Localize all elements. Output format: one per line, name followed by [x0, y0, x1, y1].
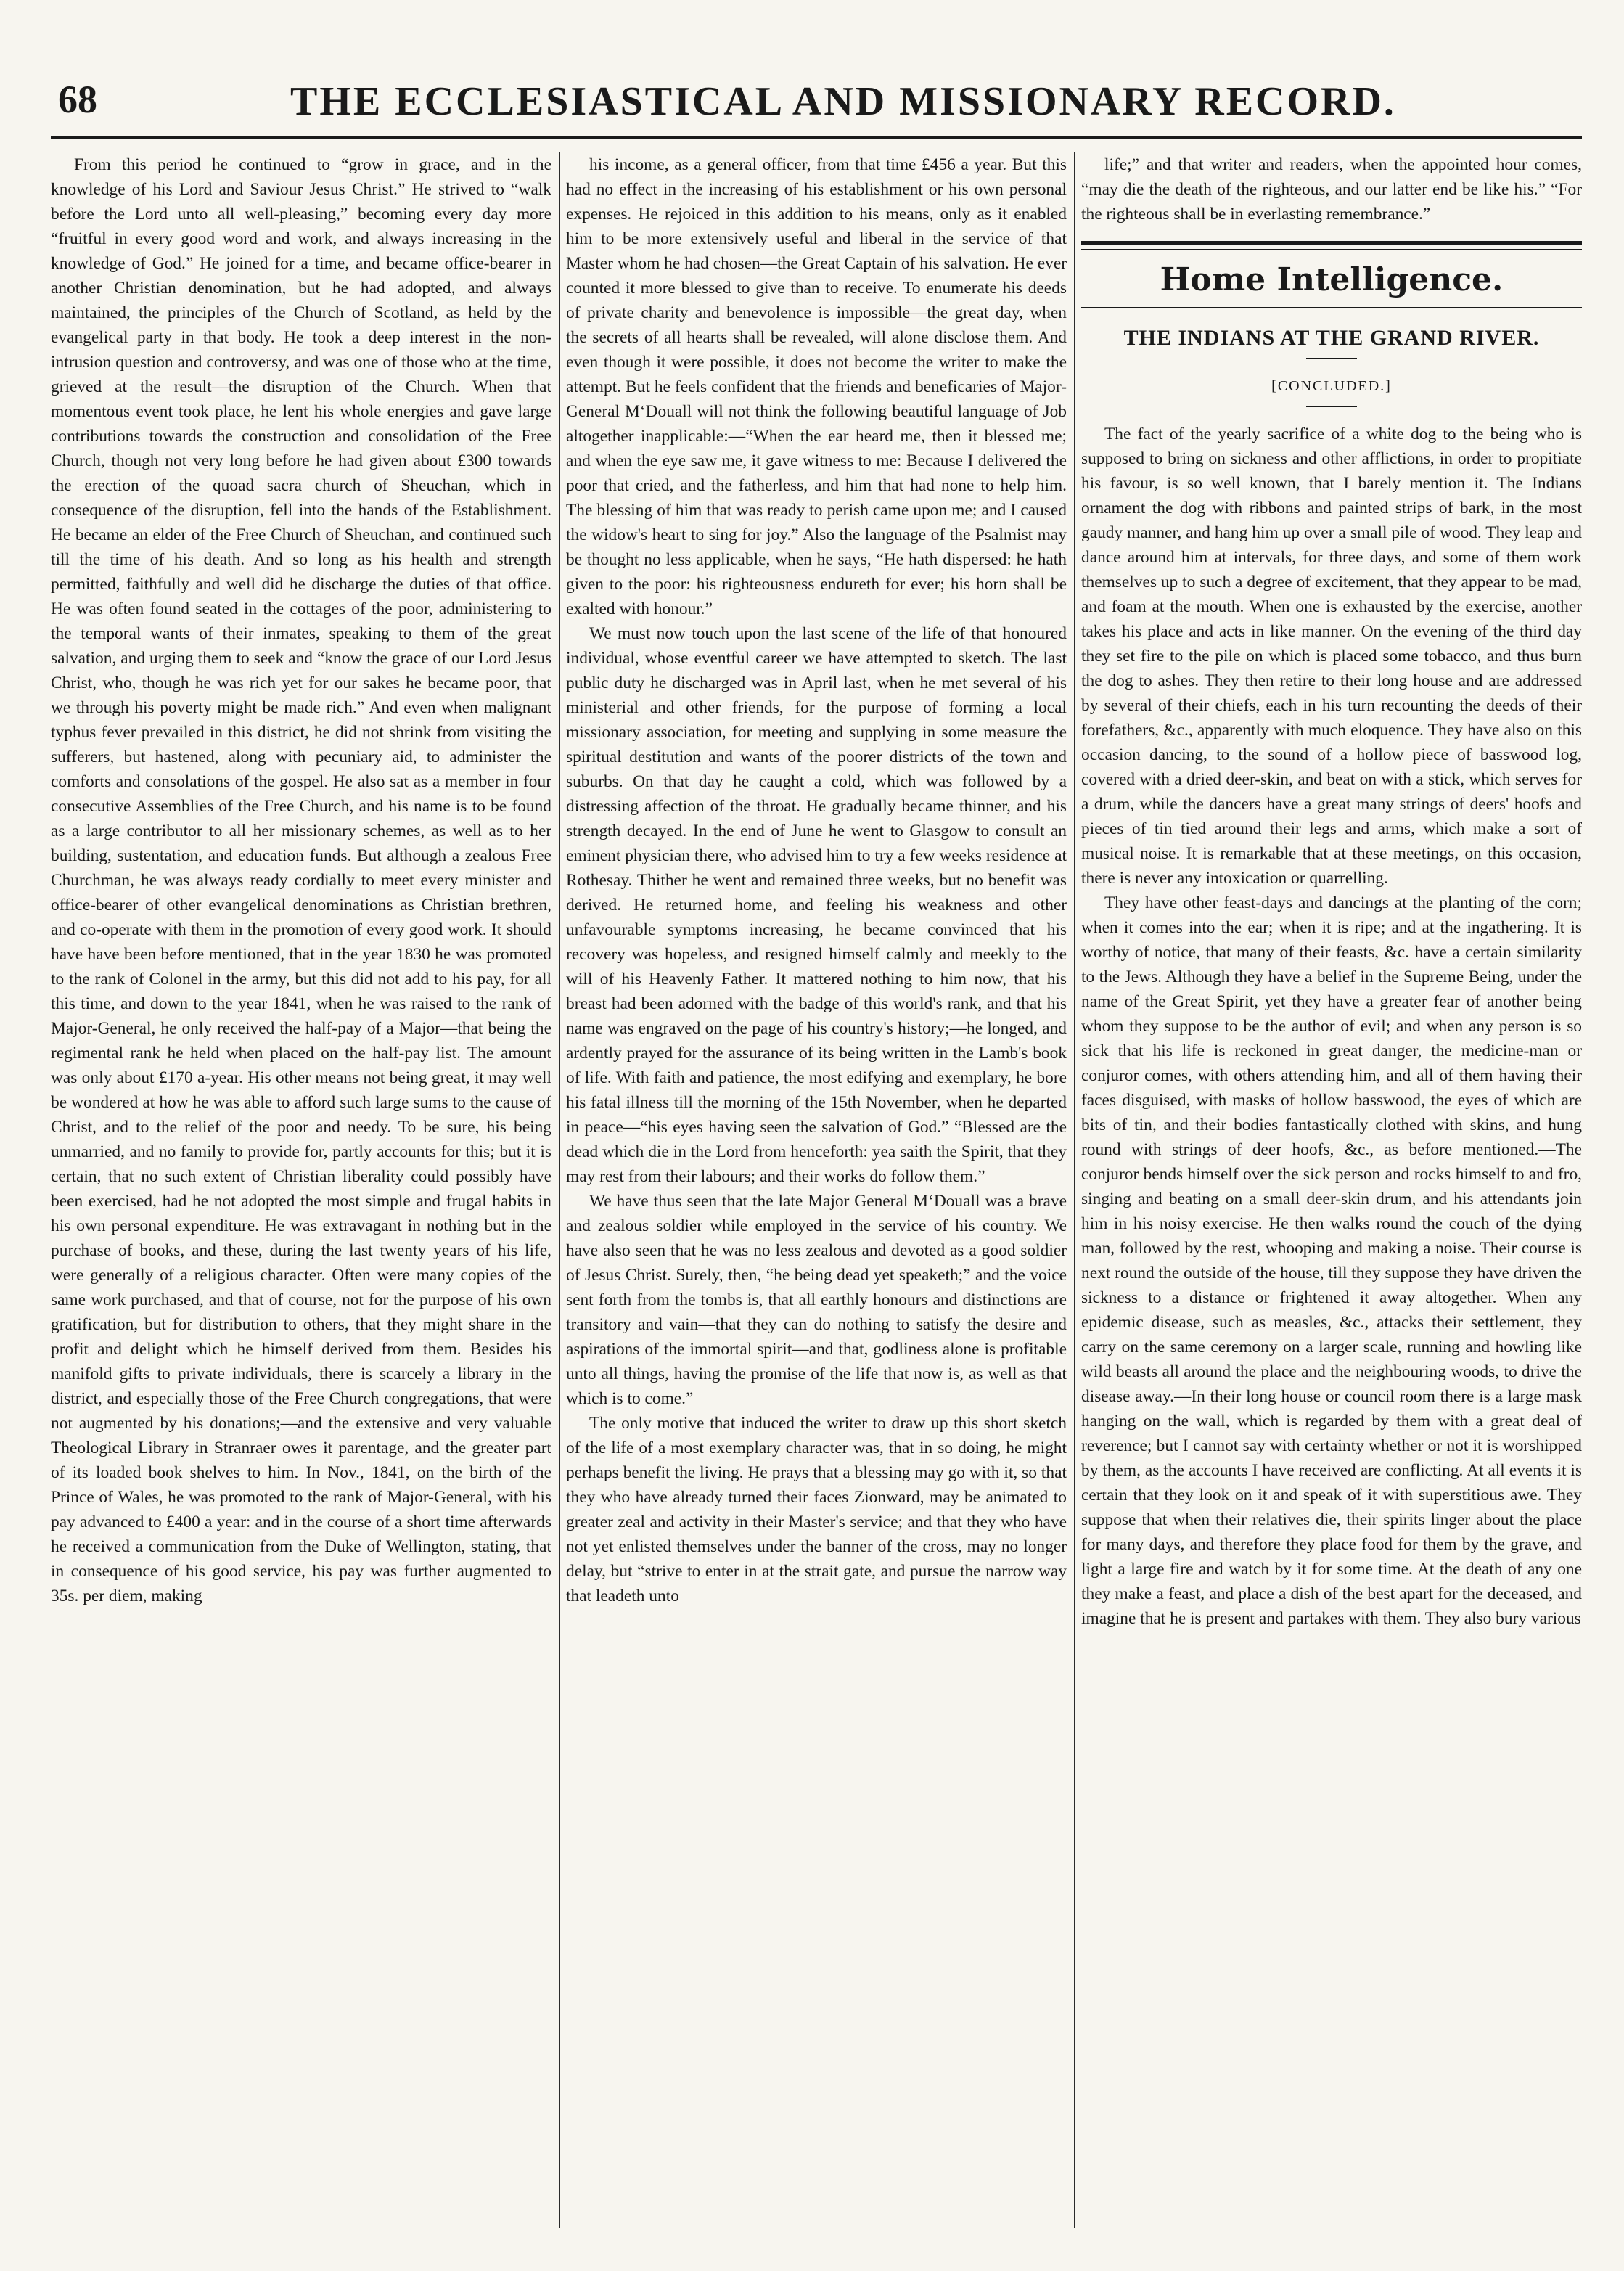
- paragraph: The only motive that induced the writer to draw up this short sketch of the life of a most exemplary character was, that in so doing, he might perhaps benefit the living. He prays that a blessing may go with it, so that they who have already turned their faces Zionward, may be animated to greater zeal and activity in their Master's service; and that they who have not yet enlisted themselves under the banner of the cross, may no longer delay, but “strive to enter in at the strait gate, and pursue the narrow way that leadeth unto: [566, 1414, 1067, 1605]
- column-divider: [1074, 152, 1075, 2228]
- paragraph: From this period he continued to “grow in grace, and in the knowledge of his Lord and Saviour Jesus Christ.” He strived to “walk before the Lord unto all well-pleasing,” becoming every day more “fruitful in every good word and work, and always increasing in the knowledge of God.” He joined for a time, and became office-bearer in another Christian denomination, but he had adopted, and always maintained, the principles of the Church of Scotland, as held by the evangelical party in that body. He took a deep interest in the non-intrusion question and controversy, and was one of those who at the time, grieved at the result—the disruption of the Church. When that momentous event took place, he lent his whole energies and gave large contributions towards the construction and consolidation of the Free Church, though not very long before he had given about £300 towards the erection of the quoad sacra church of Sheuchan, which in consequence of the disruption, fell into the hands of the Establishment. He became an elder of the Free Church of Sheuchan, and continued such till the time of his death. And so long as his health and strength permitted, faithfully and well did he discharge the duties of that office. He was often found seated in the cottages of the poor, administering to the temporal wants of their inmates, speaking to them of the great salvation, and urging them to seek and “know the grace of our Lord Jesus Christ, who, though he was rich yet for our sakes he became poor, that we through his poverty might be made rich.” And even when malignant typhus fever prevailed in this district, he did not shrink from visiting the sufferers, but hastened, along with pecuniary aid, to administer the comforts and consolations of the gospel. He also sat as a member in four consecutive Assemblies of the Free Church, and his name is to be found as a large contributor to all her missionary schemes, as well as to her building, sustentation, and education funds. But although a zealous Free Churchman, he was always ready cordially to meet every minister and office-bearer of other evangelical denominations as Christian brethren, and co-operate with them in the promotion of every good work. It should have have been before mentioned, that in the year 1830 he was promoted to the rank of Colonel in the army, but this did not add to his pay, for all this time, and down to the year 1841, when he was raised to the rank of Major-General, he only received the half-pay of a Major—that being the regimental rank he held when placed on the half-pay list. The amount was only about £170 a-year. His other means not being great, it may well be wondered at how he was able to afford such large sums to the cause of Christ, and to the relief of the poor and needy. To be sure, his being unmarried, and no family to provide for, partly accounts for this; but it is certain, that no such extent of Christian liberality could possibly have been exercised, had he not adopted the most simple and frugal habits in his own personal expenditure. He was extravagant in nothing but in the purchase of books, and these, during the last twenty years of his life, were generally of a religious character. Often were many copies of the same work purchased, and that of course, not for the purpose of his own gratification, but for distribution to others, that they might share in the profit and delight which he himself derived from them. Besides his manifold gifts to private individuals, there is scarcely a library in the district, and especially those of the Free Church congregations, that were not augmented by his donations;—and the extensive and very valuable Theological Library in Stranraer owes it parentage, and the greater part of its loaded book shelves to him. In Nov., 1841, on the birth of the Prince of Wales, he was promoted to the rank of Major-General, with his pay advanced to £400 a year: and in the course of a short time afterwards he received a communication from the Duke of Wellington, stating, that in consequence of his good service, his pay was further augmented to 35s. per diem, making: [51, 155, 551, 1605]
- paragraph: We have thus seen that the late Major General M‘Douall was a brave and zealous soldier while employed in the service of his country. We have also seen that he was no less zealous and devoted as a good soldier of Jesus Christ. Surely, then, “he being dead yet speaketh;” and the voice sent forth from the tombs is, that all earthly honours and distinctions are transitory and vain—that they can do nothing to satisfy the desire and aspirations of the immortal spirit—and that, godliness alone is profitable unto all things, having the promise of the life that now is, as well as that which is to come.”: [566, 1192, 1067, 1408]
- column-2: [566, 152, 1067, 2228]
- section-heading: Home Intelligence.: [1160, 261, 1504, 298]
- paragraph: life;” and that writer and readers, when the appointed hour comes, “may die the death of the righteous, and our latter end be like his.” “For the righteous shall be in everlasting remembrance.”: [1081, 155, 1582, 224]
- masthead: [51, 73, 1582, 131]
- paragraph: They have other feast-days and dancings at the planting of the corn; when it comes into the ear; when it is ripe; and at the ingathering. It is worthy of notice, that many of their feasts, &c. have a certain similarity to the Jews. Although they have a belief in the Supreme Being, under the name of the Great Spirit, yet they have a greater fear of another being whom they suppose to be the author of evil; and when any person is so sick that his life is reckoned in great danger, the medicine-man or conjuror comes, with others attending him, and all of them having their faces disguised, with masks of hollow basswood, the eyes of which are bits of tin, and their bodies fantastically clothed with skins, and hung round with strings of deer hoofs, &c., as before mentioned.—The conjuror bends himself over the sick person and rocks himself to and fro, singing and beating on a small deer-skin drum, and his attendants join him in his noisy exercise. He then walks round the couch of the dying man, followed by the rest, whooping and making a noise. Their course is next round the outside of the house, till they suppose they have driven the sickness to a distance or frightened it away altogether. When any epidemic disease, such as measles, &c., attacks their settlement, they carry on the same ceremony on a larger scale, running and howling like wild beasts all around the place and the neighbouring woods, to drive the disease away.—In their long house or council room there is a large mask hanging on the wall, which is regarded by them with a great deal of reverence; but I cannot say with certainty whether or not it is worshipped by them, as the accounts I have received are conflicting. At all events it is certain that they look on it and speak of it with superstitious awe. They suppose that when their relatives die, their spirits linger about the place for many days, and therefore they place food for them by the grave, and light a large fire and watch by it for some time. At the death of any one they make a feast, and place a dish of the best apart for the deceased, and imagine that he is present and partakes with them. They also bury various: [1081, 893, 1582, 1628]
- newspaper-page: [51, 73, 1582, 2235]
- paragraph: We must now touch upon the last scene of the life of that honoured individual, whose eventful career we have attempted to sketch. The last public duty he discharged was in April last, when he met several of his ministerial and other friends, for the purpose of forming a local missionary association, for meeting and supplying in some measure the spiritual destitution and wants of the poorer districts of the town and suburbs. On that day he caught a cold, which was followed by a distressing affection of the throat. He gradually became thinner, and his strength decayed. In the end of June he went to Glasgow to consult an eminent physician there, who advised him to try a few weeks residence at Rothesay. Thither he went and remained three weeks, but no benefit was derived. He returned home, and feeling his weakness and other unfavourable symptoms increasing, he became convinced that his recovery was hopeless, and resigned himself calmly and meekly to the will of his Heavenly Father. It mattered nothing to him now, that his breast had been adorned with the badge of this world's rank, and that his name was engraved on the page of his country's history;—he longed, and ardently prayed for the assurance of its being written in the Lamb's book of life. With faith and patience, the most edifying and exemplary, he bore his fatal illness till the morning of the 15th November, when he departed in peace—“his eyes having seen the salvation of God.” “Blessed are the dead which die in the Lord from henceforth: yea saith the Spirit, that they may rest from their labours; and their works do follow them.”: [566, 624, 1067, 1186]
- article-title: THE INDIANS AT THE GRAND RIVER.: [1123, 326, 1540, 350]
- header-rule: [51, 136, 1582, 139]
- section-rule: [1081, 307, 1582, 308]
- short-rule: [1306, 406, 1357, 407]
- paragraph: his income, as a general officer, from that time £456 a year. But this had no effect in the increasing of his establishment or his own personal expenses. He rejoiced in this addition to his means, only as it enabled him to be more extensively useful and liberal in the service of that Master whom he had chosen—the Great Captain of his salvation. He ever counted it more blessed to give than to receive. To enumerate his deeds of private charity and benevolence is impossible—the great day, when the secrets of all hearts shall be revealed, will alone disclose them. And even though it were possible, it does not become the writer to make the attempt. But he feels confident that the friends and beneficaries of Major-General M‘Douall will not think the following beautiful language of Job altogether inapplicable:—“When the ear heard me, then it blessed me; and when the eye saw me, it gave witness to me: Because I delivered the poor that cried, and the fatherless, and him that had none to help him. The blessing of him that was ready to perish came upon me; and I caused the widow's heart to sing for joy.” Also the language of the Psalmist may be thought no less applicable, when he says, “He hath dispersed: he hath given to the poor: his righteousness endureth for ever; his horn shall be exalted with honour.”: [566, 155, 1067, 618]
- section-rule: [1081, 249, 1582, 250]
- concluded-label: [CONCLUDED.]: [1271, 378, 1392, 394]
- column-3: [1081, 152, 1582, 2228]
- column-1: [51, 152, 551, 2228]
- paragraph: The fact of the yearly sacrifice of a white dog to the being who is supposed to bring on sickness and other afflictions, in order to propitiate his favour, is so well known, that I barely mention it. The Indians ornament the dog with ribbons and painted strips of bark, in the most gaudy manner, and hang him up over a small pile of wood. They leap and dance around him at intervals, for three days, and some of them work themselves up to such a degree of excitement, that they appear to be mad, and foam at the mouth. When one is exhausted by the exercise, another takes his place and acts in like manner. On the evening of the third day they set fire to the pile on which is placed some tobacco, and thus burn the dog to ashes. They then retire to their long house and are addressed by several of their chiefs, each in his turn recounting the deeds of their forefathers, &c., apparently with much eloquence. They have also on this occasion dancing, to the sound of a hollow piece of basswood log, covered with a dried deer-skin, and beat on with a stick, which serves for a drum, while the dancers have a great many strings of deers' hoofs and pieces of tin tied around their legs and arms, which make a sort of musical noise. It is remarkable that at these meetings, on this occasion, there is never any intoxication or quarrelling.: [1081, 425, 1582, 888]
- section-rule: [1081, 241, 1582, 245]
- page-title: THE ECCLESIASTICAL AND MISSIONARY RECORD.: [290, 79, 1396, 124]
- column-divider: [559, 152, 560, 2228]
- page-number: 68: [58, 78, 97, 121]
- short-rule: [1306, 358, 1357, 359]
